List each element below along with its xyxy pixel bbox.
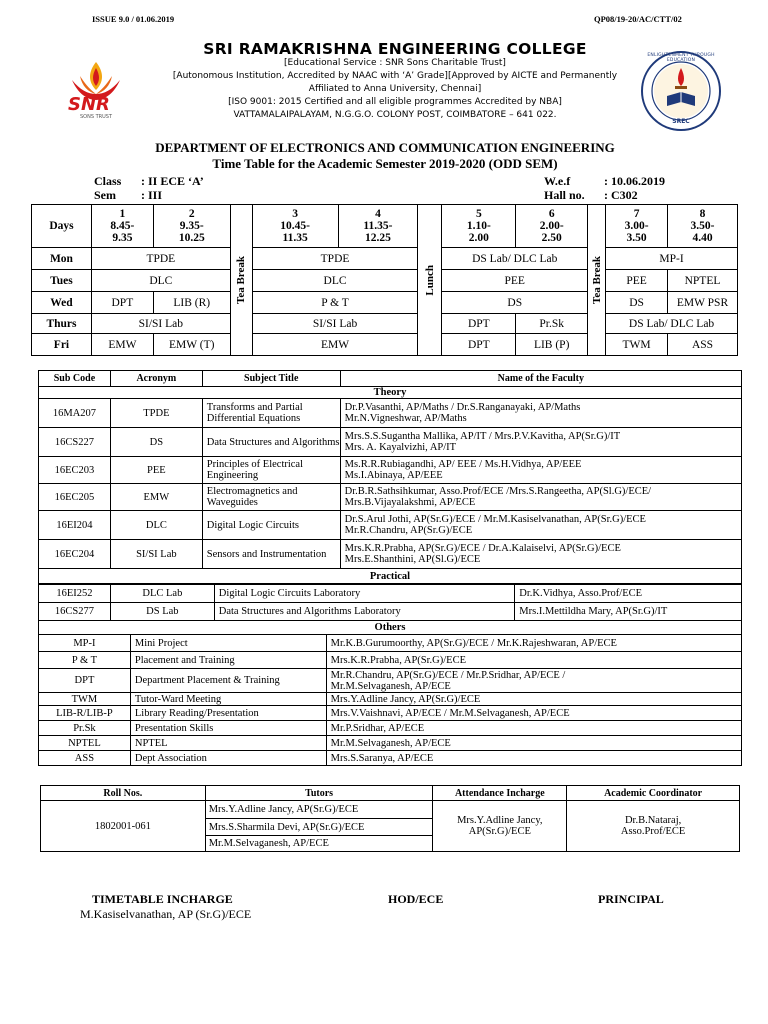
theory-section-row xyxy=(39,387,742,399)
col-faculty: Name of the Faculty xyxy=(340,371,741,387)
acronym: DLC Lab xyxy=(110,585,214,603)
timetable-incharge-label: TIMETABLE INCHARGE xyxy=(92,892,233,906)
table-row xyxy=(39,457,742,484)
period-4-header: 4 11.35- 12.25 xyxy=(338,205,418,248)
sub-code: 16EC203 xyxy=(39,457,111,484)
acronym: PEE xyxy=(110,457,202,484)
table-row xyxy=(39,511,742,540)
faculty: Mrs.I.Mettildha Mary, AP(Sr.G)/IT xyxy=(515,603,742,621)
activity-title: Department Placement & Training xyxy=(130,669,326,693)
subject-table xyxy=(38,370,742,584)
slot-cell: LIB (R) xyxy=(153,292,230,314)
subject-title: Digital Logic Circuits Laboratory xyxy=(214,585,515,603)
slot-cell: LIB (P) xyxy=(516,334,588,356)
acronym: LIB-R/LIB-P xyxy=(39,706,131,721)
slot-cell: TPDE xyxy=(91,248,230,270)
practical-heading: Practical xyxy=(39,569,742,584)
activity-title: Placement and Training xyxy=(130,652,326,669)
period-2-header: 2 9.35- 10.25 xyxy=(153,205,230,248)
faculty: Mr.K.B.Gurumoorthy, AP(Sr.G)/ECE / Mr.K.Rajeshwaran, AP/ECE xyxy=(326,635,741,652)
slot-cell: DS Lab/ DLC Lab xyxy=(606,314,738,334)
logo-subtext: SONS TRUST xyxy=(80,114,113,120)
day-label: Fri xyxy=(32,334,92,356)
slot-cell: ASS xyxy=(668,334,738,356)
slot-cell: DPT xyxy=(442,334,516,356)
sub-code: 16CS227 xyxy=(39,428,111,457)
subject-header-row xyxy=(39,371,742,387)
tutors-table xyxy=(40,785,740,852)
acronym: DS Lab xyxy=(110,603,214,621)
tutor-name: Mrs.Y.Adline Jancy, AP(Sr.G)/ECE xyxy=(205,801,433,819)
table-row xyxy=(39,652,742,669)
table-row xyxy=(39,736,742,751)
activity-title: Mini Project xyxy=(130,635,326,652)
slot-cell: DS xyxy=(606,292,668,314)
tutor-name: Mrs.S.Sharmila Devi, AP(Sr.G)/ECE xyxy=(205,819,433,836)
header-line-3: Affiliated to Anna University, Chennai] xyxy=(308,84,482,94)
department-title: DEPARTMENT OF ELECTRONICS AND COMMUNICATION ENGINEERING xyxy=(155,140,615,155)
col-roll-nos: Roll Nos. xyxy=(41,786,206,801)
subject-title: Digital Logic Circuits xyxy=(202,511,340,540)
period-8-header: 8 3.50- 4.40 xyxy=(668,205,738,248)
acronym: MP-I xyxy=(39,635,131,652)
table-row xyxy=(39,669,742,693)
academic-coordinator: Dr.B.Nataraj, Asso.Prof/ECE xyxy=(567,801,740,852)
faculty: Dr.K.Vidhya, Asso.Prof/ECE xyxy=(515,585,742,603)
acronym: ASS xyxy=(39,751,131,766)
timetable-grid xyxy=(31,204,738,356)
slot-cell: EMW (T) xyxy=(153,334,230,356)
faculty: Mrs.K.R.Prabha, AP(Sr.G)/ECE / Dr.A.Kalaiselvi, AP(Sr.G)/ECE Mrs.E.Shanthini, AP(Sl.G)/ECE xyxy=(340,540,741,569)
slot-cell: EMW xyxy=(91,334,153,356)
slot-cell: EMW xyxy=(252,334,418,356)
activity-title: NPTEL xyxy=(130,736,326,751)
slot-cell: SI/SI Lab xyxy=(91,314,230,334)
faculty: Mr.R.Chandru, AP(Sr.G)/ECE / Mr.P.Sridhar, AP/ECE / Mr.M.Selvaganesh, AP/ECE xyxy=(326,669,741,693)
acronym: DS xyxy=(110,428,202,457)
subject-title: Data Structures and Algorithms Laboratory xyxy=(214,603,515,621)
acronym: TWM xyxy=(39,693,131,706)
table-row xyxy=(39,484,742,511)
others-table xyxy=(38,634,742,766)
faculty: Dr.P.Vasanthi, AP/Maths / Dr.S.Ranganayaki, AP/Maths Mr.N.Vigneshwar, AP/Maths xyxy=(340,399,741,428)
header-line-5: VATTAMALAIPALAYAM, N.G.G.O. COLONY POST, COIMBATORE – 641 022. xyxy=(233,110,557,120)
srec-emblem xyxy=(640,50,722,132)
class-label: Class xyxy=(94,174,122,188)
wednesday-row xyxy=(32,292,738,314)
table-row xyxy=(39,585,742,603)
lunch-break: Lunch xyxy=(418,205,442,356)
slot-cell: PEE xyxy=(606,270,668,292)
sub-code: 16EI252 xyxy=(39,585,111,603)
thursday-row xyxy=(32,314,738,334)
friday-row xyxy=(32,334,738,356)
table-row xyxy=(39,751,742,766)
header-line-2: [Autonomous Institution, Accredited by NAAC with ‘A’ Grade][Approved by AICTE and Permanently xyxy=(172,71,618,81)
tea-break-afternoon: Tea Break xyxy=(588,205,606,356)
slot-cell: EMW PSR xyxy=(668,292,738,314)
table-row xyxy=(39,428,742,457)
table-row xyxy=(39,693,742,706)
faculty: Mrs.S.Saranya, AP/ECE xyxy=(326,751,741,766)
sub-code: 16MA207 xyxy=(39,399,111,428)
subject-title: Sensors and Instrumentation xyxy=(202,540,340,569)
slot-cell: TPDE xyxy=(252,248,418,270)
faculty: Mrs.K.R.Prabha, AP(Sr.G)/ECE xyxy=(326,652,741,669)
faculty: Mrs.Y.Adline Jancy, AP(Sr.G)/ECE xyxy=(326,693,741,706)
class-value: : II ECE ‘A’ xyxy=(141,174,204,188)
acronym: SI/SI Lab xyxy=(110,540,202,569)
tutors-header-row xyxy=(41,786,740,801)
faculty: Ms.R.R.Rubiagandhi, AP/ EEE / Ms.H.Vidhya, AP/EEE Ms.I.Abinaya, AP/EEE xyxy=(340,457,741,484)
activity-title: Dept Association xyxy=(130,751,326,766)
tutor-name: Mr.M.Selvaganesh, AP/ECE xyxy=(205,836,433,852)
issue-number: ISSUE 9.0 / 01.06.2019 xyxy=(92,14,175,24)
practical-section-row xyxy=(39,569,742,584)
timetable-subtitle: Time Table for the Academic Semester 2019-2020 (ODD SEM) xyxy=(212,156,558,171)
faculty: Mrs.V.Vaishnavi, AP/ECE / Mr.M.Selvaganesh, AP/ECE xyxy=(326,706,741,721)
days-header: Days xyxy=(32,205,92,248)
faculty: Mr.P.Sridhar, AP/ECE xyxy=(326,721,741,736)
col-subject-title: Subject Title xyxy=(202,371,340,387)
wef-label: W.e.f xyxy=(544,174,571,188)
period-7-header: 7 3.00- 3.50 xyxy=(606,205,668,248)
table-row xyxy=(41,801,740,819)
sem-value: : III xyxy=(141,188,163,202)
slot-cell: DPT xyxy=(91,292,153,314)
table-row xyxy=(39,635,742,652)
emblem-label: SREC xyxy=(672,118,690,125)
subject-title: Transforms and Partial Differential Equations xyxy=(202,399,340,428)
slot-cell: DLC xyxy=(91,270,230,292)
slot-cell: PEE xyxy=(442,270,588,292)
tuesday-row xyxy=(32,270,738,292)
principal-label: PRINCIPAL xyxy=(598,892,664,906)
acronym: P & T xyxy=(39,652,131,669)
hall-label: Hall no. xyxy=(544,188,585,202)
col-attendance-incharge: Attendance Incharge xyxy=(433,786,567,801)
table-row xyxy=(39,399,742,428)
table-row xyxy=(39,603,742,621)
subject-title: Data Structures and Algorithms xyxy=(202,428,340,457)
attendance-incharge: Mrs.Y.Adline Jancy, AP(Sr.G)/ECE xyxy=(433,801,567,852)
period-5-header: 5 1.10- 2.00 xyxy=(442,205,516,248)
acronym: EMW xyxy=(110,484,202,511)
slot-cell: DS Lab/ DLC Lab xyxy=(442,248,588,270)
others-section-row xyxy=(39,621,742,635)
college-name: SRI RAMAKRISHNA ENGINEERING COLLEGE xyxy=(203,40,587,58)
monday-row xyxy=(32,248,738,270)
acronym: NPTEL xyxy=(39,736,131,751)
period-1-header: 1 8.45- 9.35 xyxy=(91,205,153,248)
faculty: Dr.B.R.Sathsihkumar, Asso.Prof/ECE /Mrs.S.Rangeetha, AP(Sl.G)/ECE/ Mrs.B.Vijayalakshmi, AP/ECE xyxy=(340,484,741,511)
roll-range: 1802001-061 xyxy=(41,801,206,852)
sub-code: 16EI204 xyxy=(39,511,111,540)
tea-break-morning: Tea Break xyxy=(230,205,252,356)
logo-text: SNR xyxy=(68,94,110,115)
acronym: TPDE xyxy=(110,399,202,428)
sub-code: 16CS277 xyxy=(39,603,111,621)
slot-cell: P & T xyxy=(252,292,418,314)
slot-cell: TWM xyxy=(606,334,668,356)
snr-logo xyxy=(58,54,134,124)
document-code: QP08/19-20/AC/CTT/02 xyxy=(594,14,682,24)
period-6-header: 6 2.00- 2.50 xyxy=(516,205,588,248)
others-heading: Others xyxy=(39,621,742,635)
header-line-1: [Educational Service : SNR Sons Charitable Trust] xyxy=(284,58,506,68)
sub-code: 16EC204 xyxy=(39,540,111,569)
period-3-header: 3 10.45- 11.35 xyxy=(252,205,338,248)
day-label: Tues xyxy=(32,270,92,292)
acronym: DPT xyxy=(39,669,131,693)
activity-title: Library Reading/Presentation xyxy=(130,706,326,721)
faculty: Mrs.S.S.Suganthа Mallika, AP/IT / Mrs.P.V.Kavitha, AP(Sr.G)/IT Mrs. A. Kayalvizhi, AP/IT xyxy=(340,428,741,457)
table-row xyxy=(39,721,742,736)
slot-cell: DLC xyxy=(252,270,418,292)
table-row xyxy=(39,540,742,569)
day-label: Mon xyxy=(32,248,92,270)
subject-title: Electromagnetics and Waveguides xyxy=(202,484,340,511)
col-sub-code: Sub Code xyxy=(39,371,111,387)
timetable-incharge-name: M.Kasiselvanathan, AP (Sr.G)/ECE xyxy=(80,907,252,921)
hod-label: HOD/ECE xyxy=(388,892,444,906)
subject-title: Principles of Electrical Engineering xyxy=(202,457,340,484)
header-line-4: [ISO 9001: 2015 Certified and all eligible programmes Accredited by NBA] xyxy=(228,97,562,107)
acronym: DLC xyxy=(110,511,202,540)
hall-value: : C302 xyxy=(604,188,638,202)
slot-cell: SI/SI Lab xyxy=(252,314,418,334)
col-academic-coordinator: Academic Coordinator xyxy=(567,786,740,801)
sem-label: Sem xyxy=(94,188,116,202)
col-acronym: Acronym xyxy=(110,371,202,387)
slot-cell: DPT xyxy=(442,314,516,334)
theory-heading: Theory xyxy=(39,387,742,399)
emblem-motto: ENLIGHTENMENT THROUGH EDUCATION xyxy=(647,53,715,63)
activity-title: Tutor-Ward Meeting xyxy=(130,693,326,706)
practical-table xyxy=(38,584,742,635)
acronym: Pr.Sk xyxy=(39,721,131,736)
slot-cell: MP-I xyxy=(606,248,738,270)
table-row xyxy=(39,706,742,721)
faculty: Dr.S.Arul Jothi, AP(Sr.G)/ECE / Mr.M.Kasiselvanathan, AP(Sr.G)/ECE Mr.R.Chandru, AP(Sr.G)/ECE xyxy=(340,511,741,540)
wef-value: : 10.06.2019 xyxy=(604,174,665,188)
activity-title: Presentation Skills xyxy=(130,721,326,736)
faculty: Mr.M.Selvaganesh, AP/ECE xyxy=(326,736,741,751)
slot-cell: DS xyxy=(442,292,588,314)
slot-cell: Pr.Sk xyxy=(516,314,588,334)
col-tutors: Tutors xyxy=(205,786,433,801)
day-label: Thurs xyxy=(32,314,92,334)
sub-code: 16EC205 xyxy=(39,484,111,511)
period-header-row xyxy=(32,205,738,248)
day-label: Wed xyxy=(32,292,92,314)
slot-cell: NPTEL xyxy=(668,270,738,292)
